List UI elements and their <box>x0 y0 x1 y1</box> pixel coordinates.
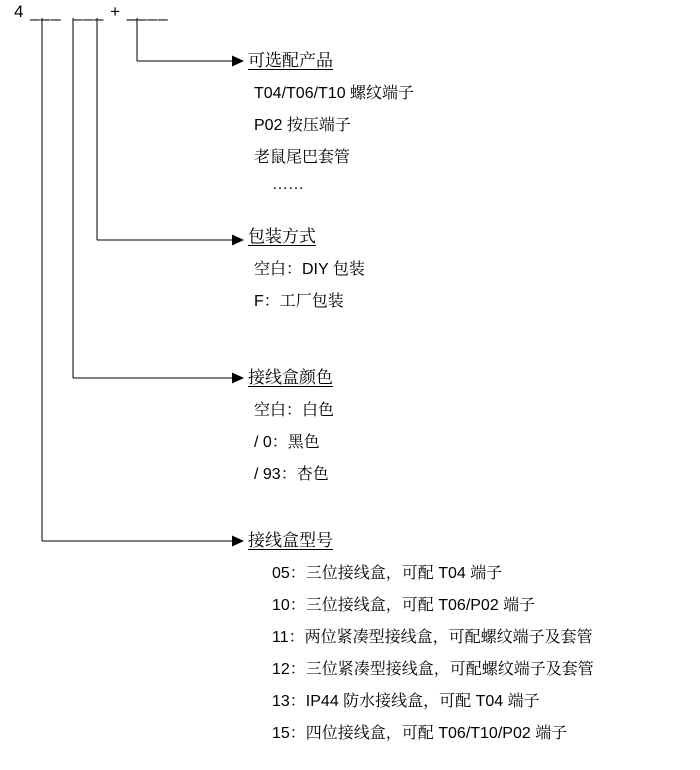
group-box-model <box>248 526 594 743</box>
group-title-model: 接线盒型号 <box>248 531 333 550</box>
group-item-model-6: 15：四位接线盒，可配 T06/T10/P02 端子 <box>272 725 568 742</box>
group-item-packing-2: F：工厂包装 <box>254 293 344 310</box>
group-item-color-1: 空白：白色 <box>254 402 335 419</box>
group-item-optional-4: …… <box>272 176 304 193</box>
group-item-color-3: / 93：杏色 <box>254 466 329 483</box>
group-item-model-3: 11：两位紧凑型接线盒，可配螺纹端子及套管 <box>272 629 593 646</box>
group-item-color-2: / 0：黑色 <box>254 434 320 451</box>
group-item-optional-2: P02 按压端子 <box>254 117 351 134</box>
group-item-optional-1: T04/T06/T10 螺纹端子 <box>254 85 415 102</box>
group-item-model-5: 13：IP44 防水接线盒，可配 T04 端子 <box>272 693 540 710</box>
group-item-model-4: 12：三位紧凑型接线盒，可配螺纹端子及套管 <box>272 661 594 678</box>
group-box-color <box>248 363 334 484</box>
group-title-packing: 包装方式 <box>248 227 316 246</box>
group-item-model-1: 05：三位接线盒，可配 T04 端子 <box>272 565 503 582</box>
group-title-optional: 可选配产品 <box>248 51 333 70</box>
group-packing-method <box>248 222 365 311</box>
product-code-line: 4 ___ ___ + ____ <box>14 2 169 21</box>
group-item-optional-3: 老鼠尾巴套管 <box>254 149 351 166</box>
group-title-color: 接线盒颜色 <box>248 368 333 387</box>
group-item-model-2: 10：三位接线盒，可配 T06/P02 端子 <box>272 597 536 614</box>
group-optional-products <box>248 46 414 194</box>
group-item-packing-1: 空白：DIY 包装 <box>254 261 365 278</box>
